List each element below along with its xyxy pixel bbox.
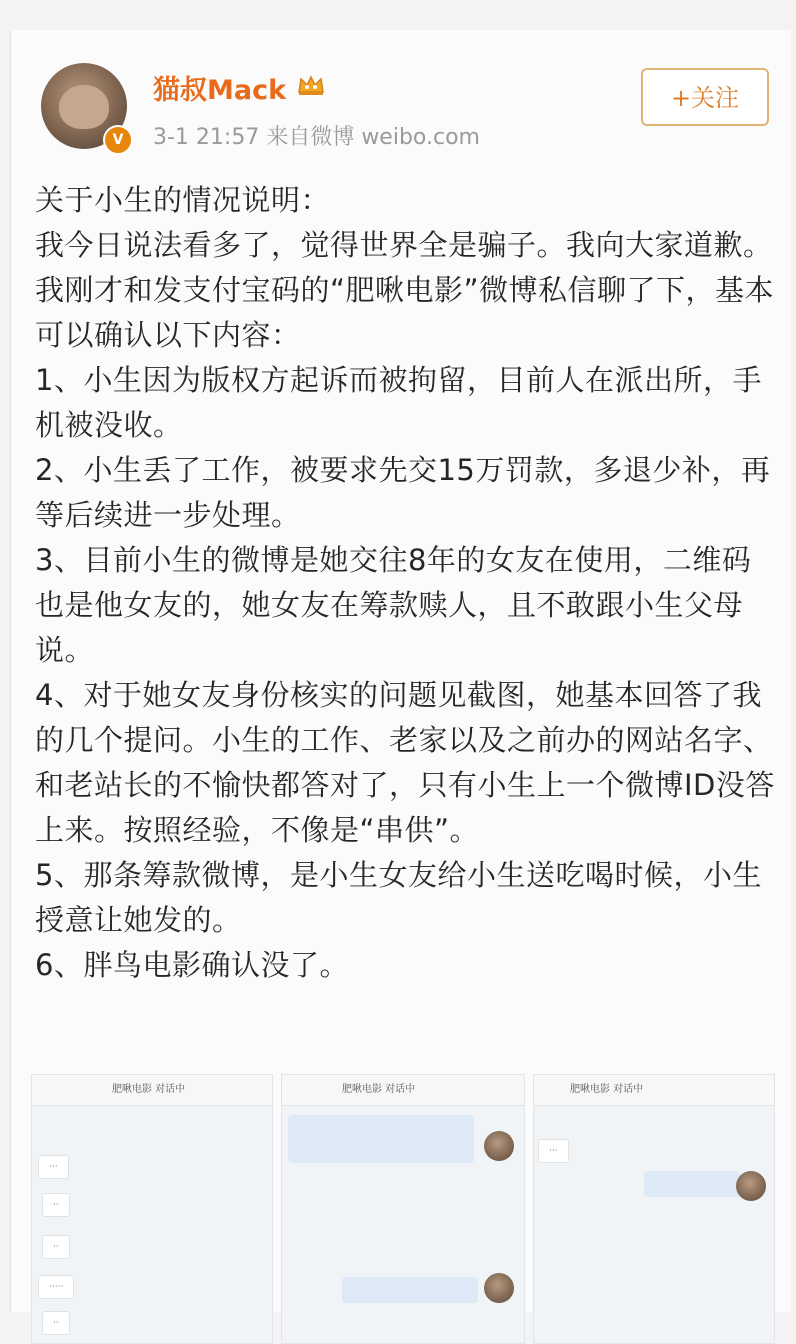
image-chat-avatar <box>484 1273 514 1303</box>
crown-icon <box>297 74 325 96</box>
avatar-cat-image <box>59 85 109 129</box>
image-chat-header: 肥啾电影 对话中 <box>32 1075 272 1106</box>
attached-image-3[interactable] <box>533 1074 775 1344</box>
post-meta: 3-1 21:57 来自微博 weibo.com <box>153 125 480 150</box>
image-chat-avatar <box>484 1131 514 1161</box>
image-chat-header: 肥啾电影 对话中 <box>534 1075 774 1106</box>
weibo-post-card <box>10 30 791 1328</box>
image-chat-message: ·· <box>42 1193 70 1217</box>
image-chat-message: ····· <box>38 1275 74 1299</box>
image-chat-message <box>342 1277 478 1303</box>
username-link[interactable]: 猫叔Mack <box>153 75 287 106</box>
image-chat-header: 肥啾电影 对话中 <box>282 1075 524 1106</box>
verified-badge-icon: V <box>103 125 133 155</box>
image-chat-message: ··· <box>38 1155 69 1179</box>
image-chat-message: ·· <box>42 1311 70 1335</box>
image-chat-message <box>288 1115 474 1163</box>
image-chat-message <box>644 1171 740 1197</box>
image-chat-avatar <box>736 1171 766 1201</box>
image-chat-message: ·· <box>42 1235 70 1259</box>
follow-button[interactable]: +关注 <box>641 68 769 126</box>
post-text: 关于小生的情况说明： 我今日说法看多了，觉得世界全是骗子。我向大家道歉。 我刚才和发支付宝码的“肥啾电影”微博私信聊了下，基本可以确认以下内容： 1、小生因为版权方起诉而被拘留，目前人在派出所，手机被没收。 2、小生丢了工作，被要求先交15万罚款，多退少补，再等后续进一步处理。 3、目前小生的微博是她交往8年的女友在使用，二维码也是他女友的，她女友在筹款赎人，且不敢跟小生父母说。 4、对于她女友身份核实的问题见截图，她基本回答了我的几个提问。小生的工作、老家以及之前办的网站名字、和老站长的不愉快都答对了，只有小生上一个微博ID没答上来。按照经验，不像是“串供”。 5、那条筹款微博，是小生女友给小生送吃喝时候，小生授意让她发的。 6、胖鸟电影确认没了。 <box>35 183 775 982</box>
attached-image-2[interactable] <box>281 1074 525 1344</box>
image-chat-message: ··· <box>538 1139 569 1163</box>
user-avatar[interactable] <box>41 63 127 149</box>
attached-image-1[interactable] <box>31 1074 273 1344</box>
